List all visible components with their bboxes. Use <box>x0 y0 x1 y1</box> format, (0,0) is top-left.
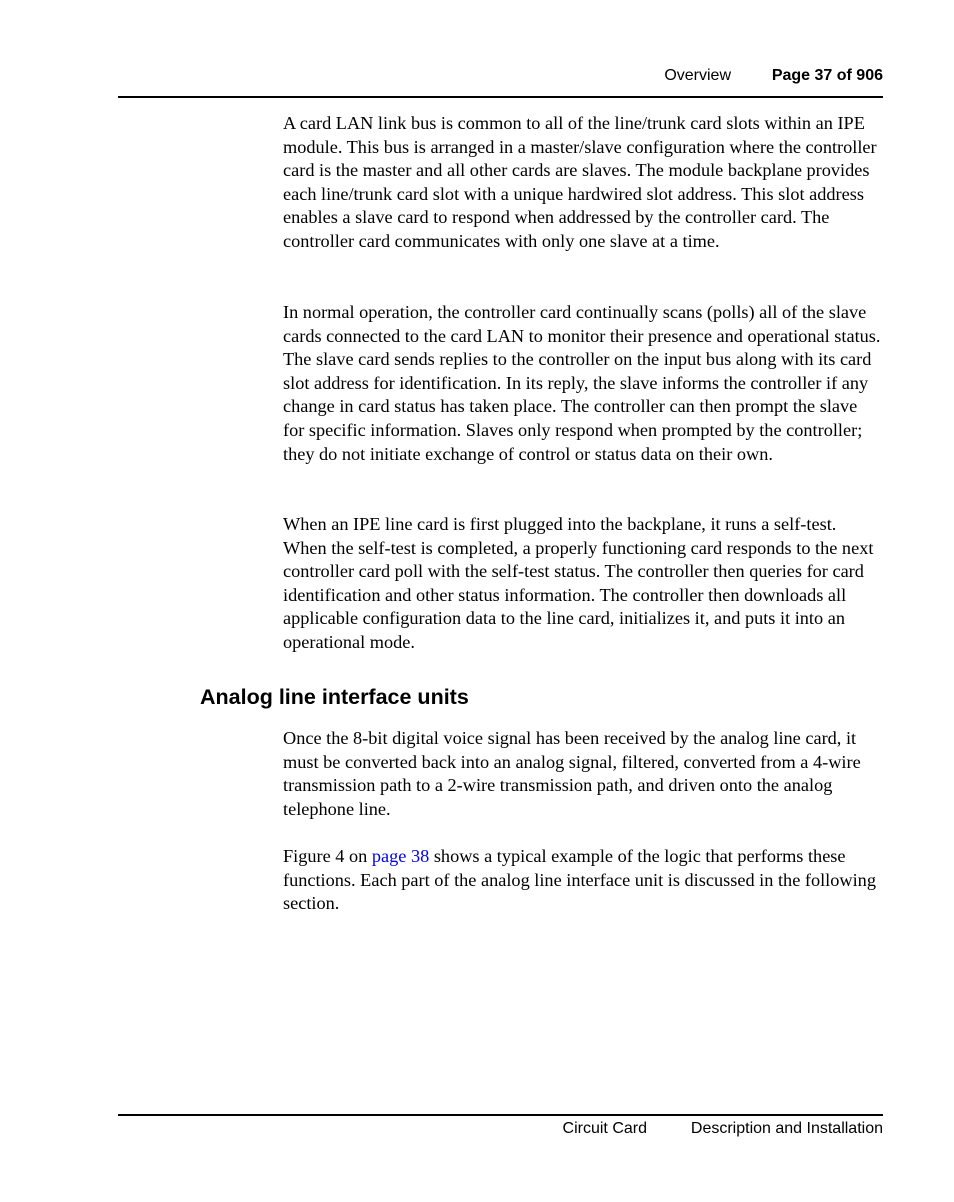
header-section-title: Overview <box>664 67 731 84</box>
section-heading: Analog line interface units <box>200 685 469 709</box>
paragraph-self-test: When an IPE line card is first plugged into the backplane, it runs a self-test. When the self-test is completed, a properly functioning card responds to the next controller card poll with the self-test status. The controller then queries for card identification and other status information. The controller then downloads all applicable configuration data to the line card, initializes it, and puts it into an operational mode. <box>283 514 874 652</box>
footer-book-subtitle: Description and Installation <box>690 1120 883 1137</box>
header-page-number: Page 37 of 906 <box>771 67 883 84</box>
figure-reference-continuation: shows a typical example of the logic that performs these functions. Each part of the analog line interface unit is discussed in the following section. <box>283 846 876 914</box>
page-footer <box>118 1114 883 1137</box>
figure-reference-text: Figure 4 on <box>283 846 372 866</box>
page-38-link[interactable]: page 38 <box>371 846 430 866</box>
page-header <box>118 64 883 98</box>
paragraph-normal-operation: In normal operation, the controller card continually scans (polls) all of the slave cards connected to the card LAN to monitor their presence and operational status. The slave card sends replies to the controller on the input bus along with its card slot address for identification. In its reply, the slave informs the controller if any change in card status has taken place. The controller can then prompt the slave for specific information. Slaves only respond when prompted by the controller; they do not initiate exchange of control or status data on their own. <box>283 302 881 464</box>
paragraph-card-lan: A card LAN link bus is common to all of the line/trunk card slots within an IPE module. This bus is arranged in a master/slave configuration where the controller card is the master and all other cards are slaves. The module backplane provides each line/trunk card slot with a unique hardwired slot address. This slot address enables a slave card to respond when addressed by the controller card. The controller card communicates with only one slave at a time. <box>283 113 877 251</box>
footer-book-title: Circuit Card <box>562 1120 647 1137</box>
paragraph-analog-conversion: Once the 8-bit digital voice signal has been received by the analog line card, it must be converted back into an analog signal, filtered, converted from a 4-wire transmission path to a 2-wire transmission path, and driven onto the analog telephone line. <box>283 728 861 819</box>
paragraph-figure-reference <box>283 845 883 916</box>
